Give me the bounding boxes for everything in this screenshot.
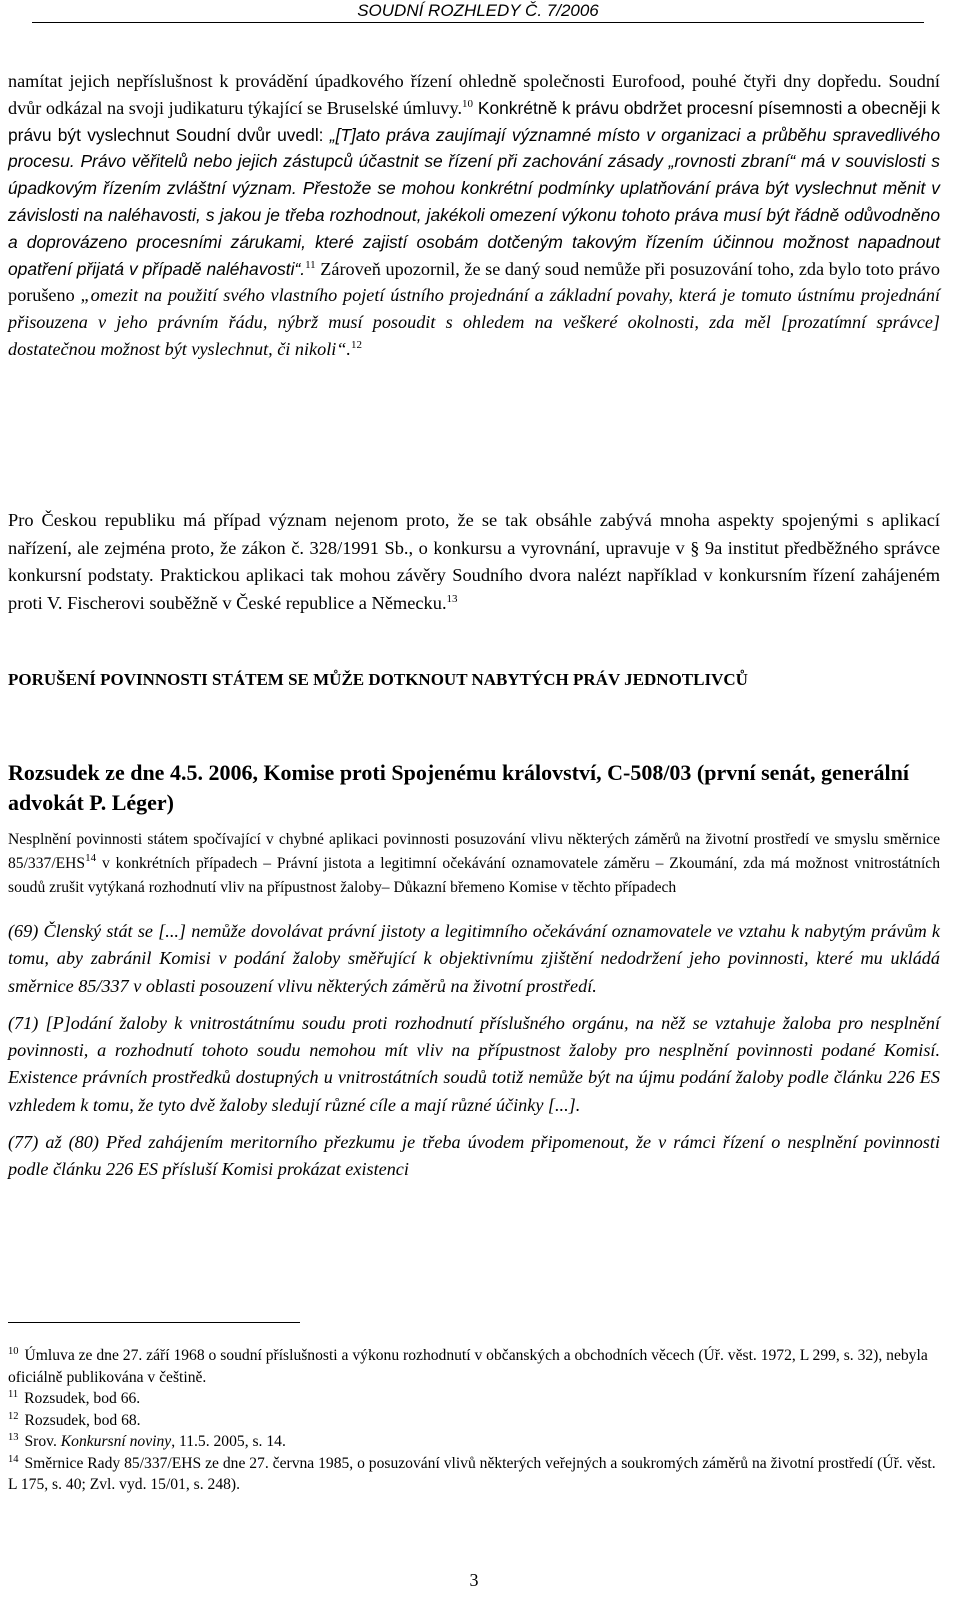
section-heading: PORUŠENÍ POVINNOSTI STÁTEM SE MŮŽE DOTKNOUT NABYTÝCH PRÁV JEDNOTLIVCŮ	[8, 670, 748, 689]
running-header	[32, 0, 924, 23]
quote-run: „omezit na použití svého vlastního pojetí ústního projednání a základní povahy, která je tomuto ústnímu projednání přisouzena v jeho právním řádu, nýbrž musí posoudit s ohledem na veškeré okolnosti, zda měl [prozatímní správce] dostatečnou možnost být vyslechnut, či nikoli“.	[8, 285, 940, 359]
text-run: Pro Českou republiku má případ význam nejenom proto, že se tak obsáhle zabývá mnoha aspekty spojenými s aplikací nařízení, ale zejména proto, že zákon č. 328/1991 Sb., o konkursu a vyrovnání, upravuje v § 9a institut předběžného správce konkursní podstaty. Praktickou aplikaci tak mohou závěry Soudního dvora nalézt například v konkursním řízení zahájeném proti V. Fischerovi souběžně v České republice a Německu.	[8, 510, 940, 613]
footnote-number: 10	[8, 1346, 19, 1357]
footnote-text: Úmluva ze dne 27. září 1968 o soudní příslušnosti a výkonu rozhodnutí v občanských a obchodních věcech (Úř. věst. 1972, L 299, s. 32), nebyla oficiálně publikována v češtině.	[8, 1347, 928, 1386]
ruling-title: Rozsudek ze dne 4.5. 2006, Komise proti Spojenému království, C-508/03 (první senát, generální advokát P. Léger)	[8, 760, 909, 815]
footnote-text: Směrnice Rady 85/337/EHS ze dne 27. června 1985, o posuzování vlivů některých veřejných a soukromých záměrů na životní prostředí (Úř. věst. L 175, s. 40; Zvl. vyd. 15/01, s. 248).	[8, 1454, 936, 1493]
footnote-12	[8, 1410, 940, 1432]
footnote-number: 13	[8, 1432, 19, 1443]
footnote-number: 12	[8, 1410, 19, 1422]
page-number: 3	[469, 1570, 479, 1590]
text-run: Zároveň upozornil, že se daný soud nemůže při posuzování toho, zda bylo toto právo porušeno	[8, 258, 940, 306]
footnote-number: 14	[8, 1453, 19, 1465]
footnote-13	[8, 1431, 940, 1453]
footnote-14	[8, 1453, 940, 1496]
footnote-text: Rozsudek, bod 66.	[24, 1390, 141, 1407]
footnotes	[8, 1345, 940, 1496]
paragraph-eurofood	[8, 68, 940, 363]
footnote-text: , 11.5. 2005, s. 14.	[171, 1433, 286, 1450]
text-run: Konkrétně k právu obdržet procesní písemnosti a obecněji k právu být vyslechnut Soudní dvůr uvedl:	[8, 97, 940, 145]
footnote-text: Rozsudek, bod 68.	[24, 1411, 141, 1429]
judgment-quotes	[8, 918, 940, 1194]
text-run: v konkrétních případech – Právní jistota a legitimní očekávání oznamovatele záměru – Zkoumání, zda má možnost vnitrostátních soudů zrušit vytýkaná rozhodnutí vliv na přípustnost žaloby– Důkazní břemeno Komise v těchto případech	[8, 855, 940, 896]
footnote-number: 11	[8, 1389, 19, 1400]
footnote-ref-14[interactable]: 14	[85, 852, 97, 864]
text-run: Nesplnění povinnosti státem spočívající v chybné aplikaci povinnosti posuzování vlivu některých záměrů na životní prostředí ve smyslu směrnice 85/337/EHS	[8, 831, 940, 872]
footnote-italic: Konkursní noviny	[60, 1433, 172, 1450]
footnote-ref-11[interactable]: 11	[305, 258, 316, 271]
footnote-10	[8, 1345, 940, 1388]
quote-71: (71) [P]odání žaloby k vnitrostátnímu soudu proti rozhodnutí příslušného orgánu, na něž se vztahuje žaloba pro nesplnění povinnosti, a rozhodnutí tohoto soudu nemohou mít vliv na přípustnost žaloby pro nesplnění povinnosti podané Komisí. Existence právních prostředků dostupných u vnitrostátních soudů totiž nemůže být na újmu podání žaloby podle článku 226 ES vzhledem k tomu, že tyto dvě žaloby sledují různé cíle a mají různé účinky [...].	[8, 1012, 940, 1115]
case-summary	[8, 828, 940, 900]
footnote-ref-12[interactable]: 12	[350, 338, 362, 351]
quote-run: „[T]ato práva zaujímají významné místo v organizaci a průběhu spravedlivého procesu. Právo věřitelů nebo jejich zástupců účastnit se řízení při zachování zásady „rovnosti zbraní“ má v souvislosti s úpadkovým řízením zvláštní význam. Přestože se mohou konkrétní podmínky uplatňování práva být vyslechnut měnit v závislosti na naléhavosti, s jakou je třeba rozhodnout, jakékoli omezení výkonu tohoto práva musí být řádně odůvodněno a doprovázeno procesními zárukami, které zajistí osobám dotčeným takovým řízením účinnou možnost napadnout opatření přijatá v případě naléhavosti“.	[8, 124, 940, 279]
quote-77-80: (77) až (80) Před zahájením meritorního přezkumu je třeba úvodem připomenout, že v rámci řízení o nesplnění povinnosti podle článku 226 ES přísluší Komisi prokázat existenci	[8, 1132, 940, 1180]
footnote-ref-13[interactable]: 13	[446, 592, 458, 605]
footnote-11	[8, 1388, 940, 1410]
footnote-separator	[8, 1322, 300, 1323]
footnote-text: Srov.	[24, 1433, 61, 1450]
quote-69: (69) Členský stát se [...] nemůže dovolávat právní jistoty a legitimního očekávání oznamovatele ve vztahu k nabytým právům k tomu, aby zabránil Komisi v podání žaloby směřující k objektivnímu zjištění nedodržení jeho povinnosti, které mu ukládá směrnice 85/337 v oblasti posouzení vlivu některých záměrů na životní prostředí.	[8, 921, 940, 996]
header-title: SOUDNÍ ROZHLEDY Č. 7/2006	[357, 1, 599, 20]
footnote-ref-10[interactable]: 10	[462, 97, 473, 110]
text-run: namítat jejich nepříslušnost k provádění úpadkového řízení ohledně společnosti Eurofood, pouhé čtyři dny dopředu. Soudní dvůr odkázal na svoji judikaturu týkající se Bruselské úmluvy.	[8, 71, 940, 118]
paragraph-czech-republic	[8, 507, 940, 617]
